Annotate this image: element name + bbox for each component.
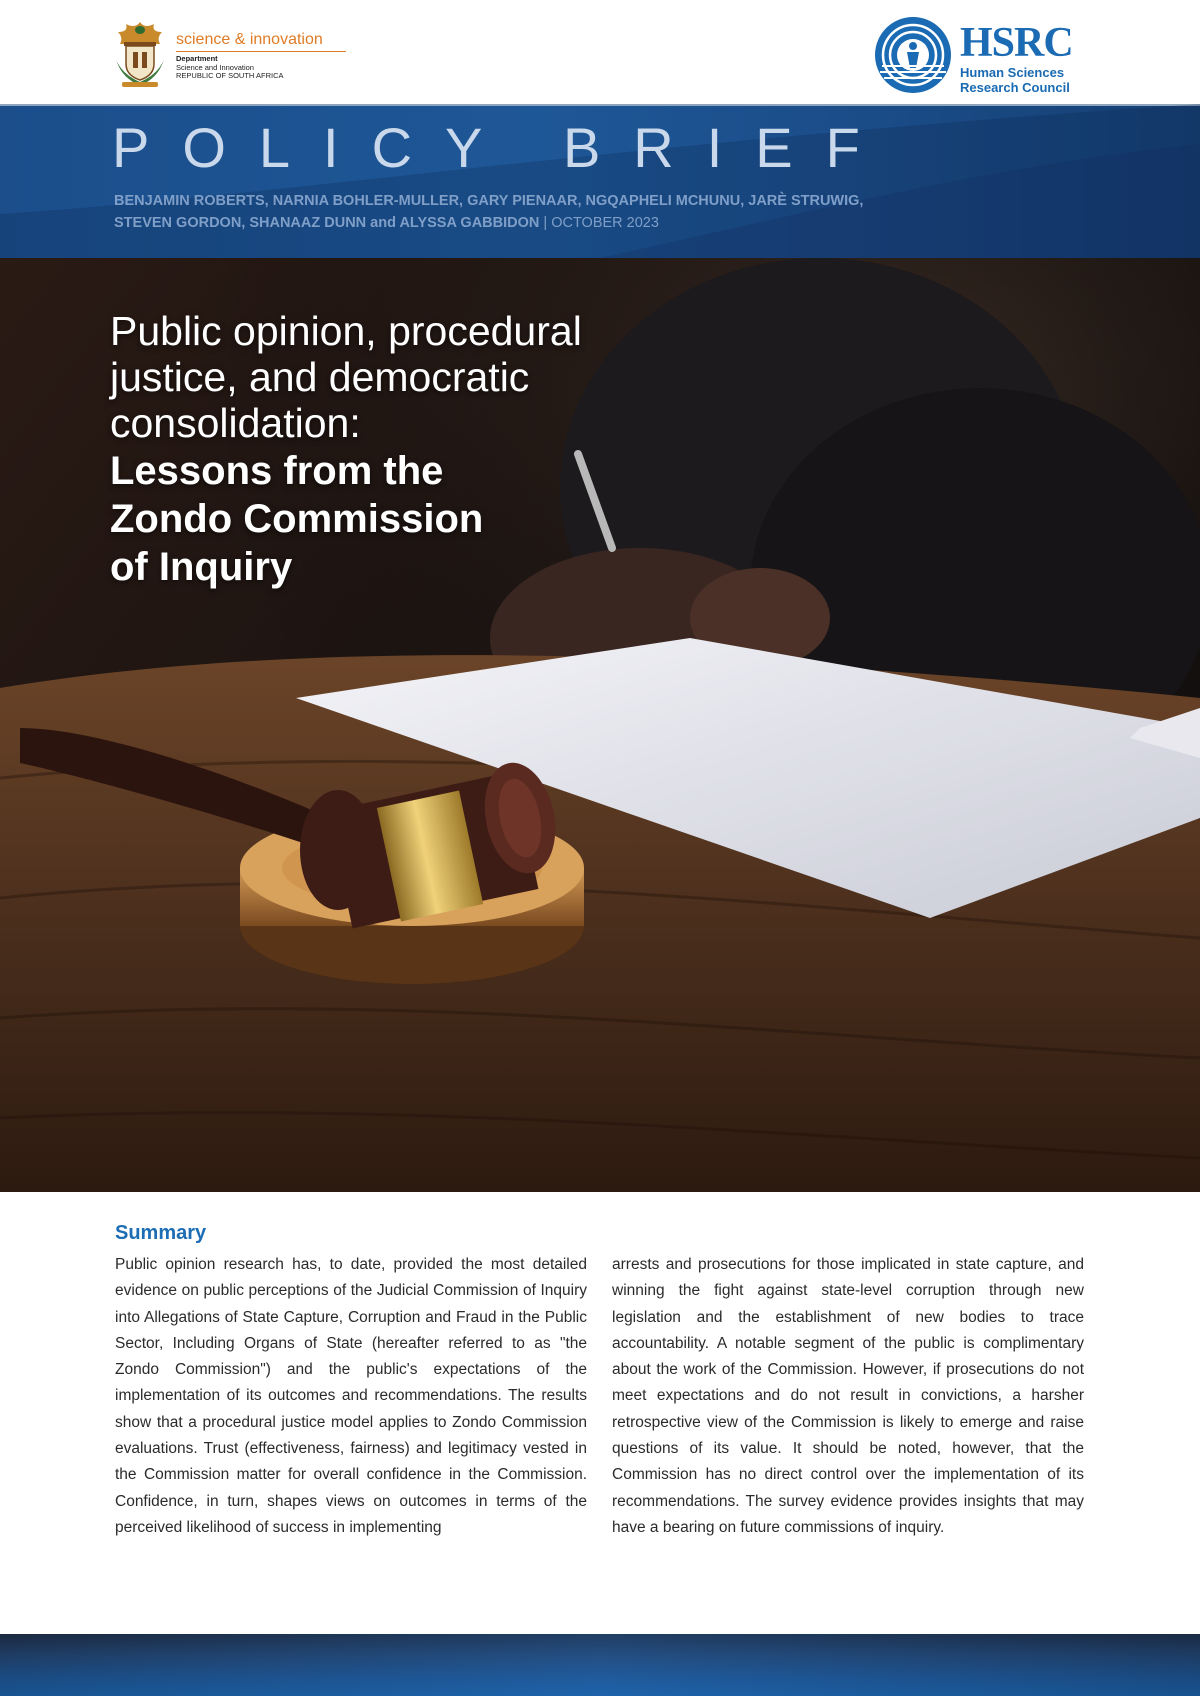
subtitle-line3: of Inquiry xyxy=(110,545,293,589)
publication-date: | OCTOBER 2023 xyxy=(539,215,659,231)
authors-line2: STEVEN GORDON, SHANAAZ DUNN and ALYSSA GABBIDON xyxy=(114,215,540,231)
summary-right-column: arrests and prosecutions for those implicated in state capture, and winning the fight against state-level corruption through new legislation and the establishment of new bodies to trace accountability. A notable segment of the public is complimentary about the work of the Commission. However, if prosecutions do not meet expectations and do not result in convictions, a harsher retrospective view of the Commission is likely to emerge and raise questions of its value. It should be noted, however, that the Commission has no direct control over the implementation of its recommendations. The survey evidence provides insights that may have a bearing on future commissions of inquiry. xyxy=(612,1256,1084,1536)
footer-band xyxy=(0,1634,1200,1696)
subtitle-line1: Lessons from the xyxy=(110,449,444,493)
summary-left-column: Public opinion research has, to date, provided the most detailed evidence on public perceptions of the Judicial Commission of Inquiry into Allegations of State Capture, Corruption and Fraud in the Public Sector, Including Organs of State (hereafter referred to as "the Zondo Commission") and the public's expectations of the implementation of its outcomes and recommendations. The results show that a procedural justice model applies to Zondo Commission evaluations. Trust (effectiveness, fairness) and legitimacy vested in the Commission matter for overall confidence in the Commission. Confidence, in turn, shapes views on outcomes in terms of the perceived likelihood of success in implementing xyxy=(115,1256,587,1536)
coat-of-arms-icon xyxy=(114,20,166,88)
logo-bar xyxy=(0,0,1200,104)
hero-image xyxy=(0,258,1200,1192)
footer-shade xyxy=(0,1634,1200,1696)
policy-brief-title: POLICY BRIEF xyxy=(112,116,893,179)
department-line3: REPUBLIC OF SOUTH AFRICA xyxy=(176,71,284,80)
hsrc-emblem-icon xyxy=(874,16,952,94)
department-line2: Science and Innovation xyxy=(176,62,254,72)
department-tagline: science & innovation xyxy=(176,30,346,52)
hsrc-line2: Research Council xyxy=(960,80,1070,95)
policy-brief-band xyxy=(0,104,1200,258)
hsrc-line1: Human Sciences xyxy=(960,65,1065,80)
authors-line1: BENJAMIN ROBERTS, NARNIA BOHLER-MULLER, GARY PIENAAR, NGQAPHELI MCHUNU, JARÈ STRUWIG, xyxy=(114,193,864,209)
title-line3: consolidation: xyxy=(110,400,361,446)
hsrc-acronym: HSRC xyxy=(960,20,1073,66)
subtitle-line2: Zondo Commission xyxy=(110,497,484,541)
brief-title xyxy=(110,308,670,590)
authors-block xyxy=(114,190,1014,234)
title-line2: justice, and democratic xyxy=(110,354,530,400)
title-line1: Public opinion, procedural xyxy=(110,308,582,354)
hsrc-logo xyxy=(874,16,1094,94)
summary-heading: Summary xyxy=(115,1222,207,1244)
department-logo xyxy=(176,30,346,81)
department-line1: Department xyxy=(176,54,218,63)
